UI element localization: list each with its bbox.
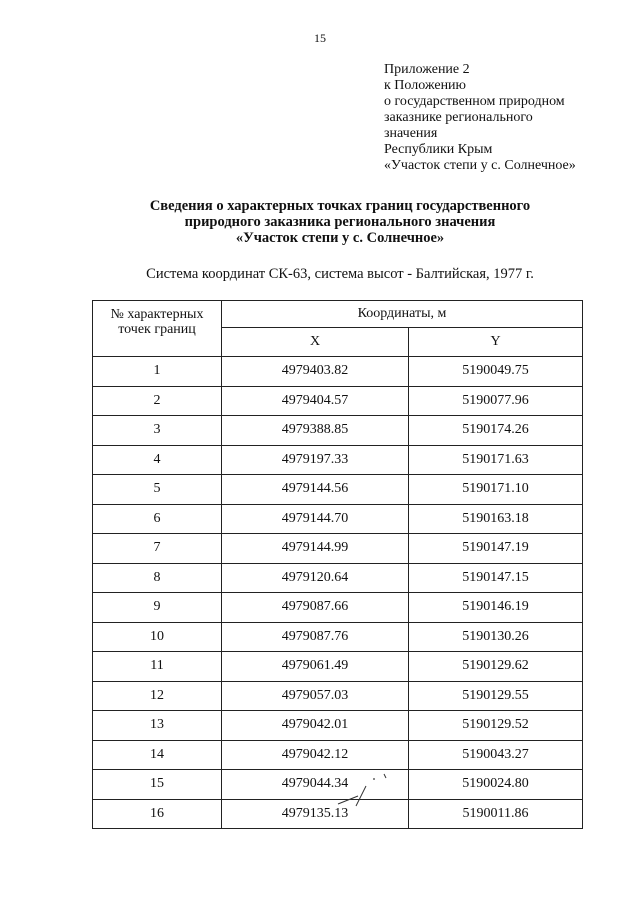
x-coordinate-cell: 4979042.12	[222, 740, 409, 770]
point-number-cell: 7	[93, 534, 222, 564]
y-coordinate-cell: 5190024.80	[409, 770, 583, 800]
annex-line: «Участок степи у с. Солнечное»	[384, 158, 576, 173]
annex-line: заказнике регионального	[384, 110, 533, 125]
annex-block	[384, 62, 576, 174]
y-column-header: Y	[409, 328, 583, 357]
x-coordinate-cell: 4979044.34	[222, 770, 409, 800]
point-number-cell: 6	[93, 504, 222, 534]
y-coordinate-cell: 5190147.19	[409, 534, 583, 564]
y-coordinate-cell: 5190049.75	[409, 357, 583, 387]
title-line: «Участок степи у с. Солнечное»	[235, 230, 445, 246]
point-number-cell: 14	[93, 740, 222, 770]
y-coordinate-cell: 5190043.27	[409, 740, 583, 770]
x-coordinate-cell: 4979061.49	[222, 652, 409, 682]
table-row	[93, 622, 583, 652]
x-coordinate-cell: 4979042.01	[222, 711, 409, 741]
table-body	[93, 357, 583, 829]
table-row	[93, 740, 583, 770]
x-coordinate-cell: 4979135.13	[222, 799, 409, 829]
y-coordinate-cell: 5190011.86	[409, 799, 583, 829]
x-coordinate-cell: 4979087.66	[222, 593, 409, 623]
table-row	[93, 416, 583, 446]
point-number-cell: 9	[93, 593, 222, 623]
point-number-cell: 11	[93, 652, 222, 682]
page-number: 15	[314, 31, 326, 45]
point-number-cell: 12	[93, 681, 222, 711]
coordinates-header: Координаты, м	[222, 301, 583, 328]
y-coordinate-cell: 5190147.15	[409, 563, 583, 593]
y-coordinate-cell: 5190130.26	[409, 622, 583, 652]
table-row	[93, 504, 583, 534]
table-row	[93, 563, 583, 593]
x-coordinate-cell: 4979197.33	[222, 445, 409, 475]
coordinates-table	[92, 300, 583, 829]
y-coordinate-cell: 5190077.96	[409, 386, 583, 416]
points-column-header: № характерных точек границ	[93, 301, 222, 357]
x-coordinate-cell: 4979404.57	[222, 386, 409, 416]
table-row	[93, 357, 583, 387]
x-coordinate-cell: 4979388.85	[222, 416, 409, 446]
x-coordinate-cell: 4979144.99	[222, 534, 409, 564]
title-line: Сведения о характерных точках границ государственного	[149, 198, 531, 214]
y-coordinate-cell: 5190171.63	[409, 445, 583, 475]
point-number-cell: 16	[93, 799, 222, 829]
point-number-cell: 8	[93, 563, 222, 593]
y-coordinate-cell: 5190129.62	[409, 652, 583, 682]
point-number-cell: 15	[93, 770, 222, 800]
point-number-cell: 5	[93, 475, 222, 505]
point-number-cell: 2	[93, 386, 222, 416]
table-row	[93, 386, 583, 416]
y-coordinate-cell: 5190163.18	[409, 504, 583, 534]
table-row	[93, 593, 583, 623]
table-row	[93, 652, 583, 682]
y-coordinate-cell: 5190129.52	[409, 711, 583, 741]
x-coordinate-cell: 4979144.70	[222, 504, 409, 534]
annex-line: о государственном природном	[384, 94, 565, 109]
document-title	[40, 198, 640, 246]
point-number-cell: 10	[93, 622, 222, 652]
point-number-cell: 3	[93, 416, 222, 446]
coordinate-system-note: Система координат СК-63, система высот - Балтийская, 1977 г.	[146, 266, 534, 282]
y-coordinate-cell: 5190171.10	[409, 475, 583, 505]
table-row	[93, 445, 583, 475]
y-coordinate-cell: 5190146.19	[409, 593, 583, 623]
table-row	[93, 534, 583, 564]
y-coordinate-cell: 5190129.55	[409, 681, 583, 711]
point-number-cell: 4	[93, 445, 222, 475]
x-column-header: X	[222, 328, 409, 357]
table-row	[93, 475, 583, 505]
title-line: природного заказника регионального значения	[184, 214, 496, 230]
x-coordinate-cell: 4979144.56	[222, 475, 409, 505]
point-number-cell: 1	[93, 357, 222, 387]
annex-line: Республики Крым	[384, 142, 493, 157]
x-coordinate-cell: 4979087.76	[222, 622, 409, 652]
y-coordinate-cell: 5190174.26	[409, 416, 583, 446]
pen-mark	[330, 770, 400, 810]
x-coordinate-cell: 4979057.03	[222, 681, 409, 711]
annex-line: к Положению	[384, 78, 467, 93]
x-coordinate-cell: 4979403.82	[222, 357, 409, 387]
table-row	[93, 711, 583, 741]
point-number-cell: 13	[93, 711, 222, 741]
annex-line: Приложение 2	[384, 62, 470, 77]
annex-line: значения	[384, 126, 438, 141]
x-coordinate-cell: 4979120.64	[222, 563, 409, 593]
table-row	[93, 681, 583, 711]
